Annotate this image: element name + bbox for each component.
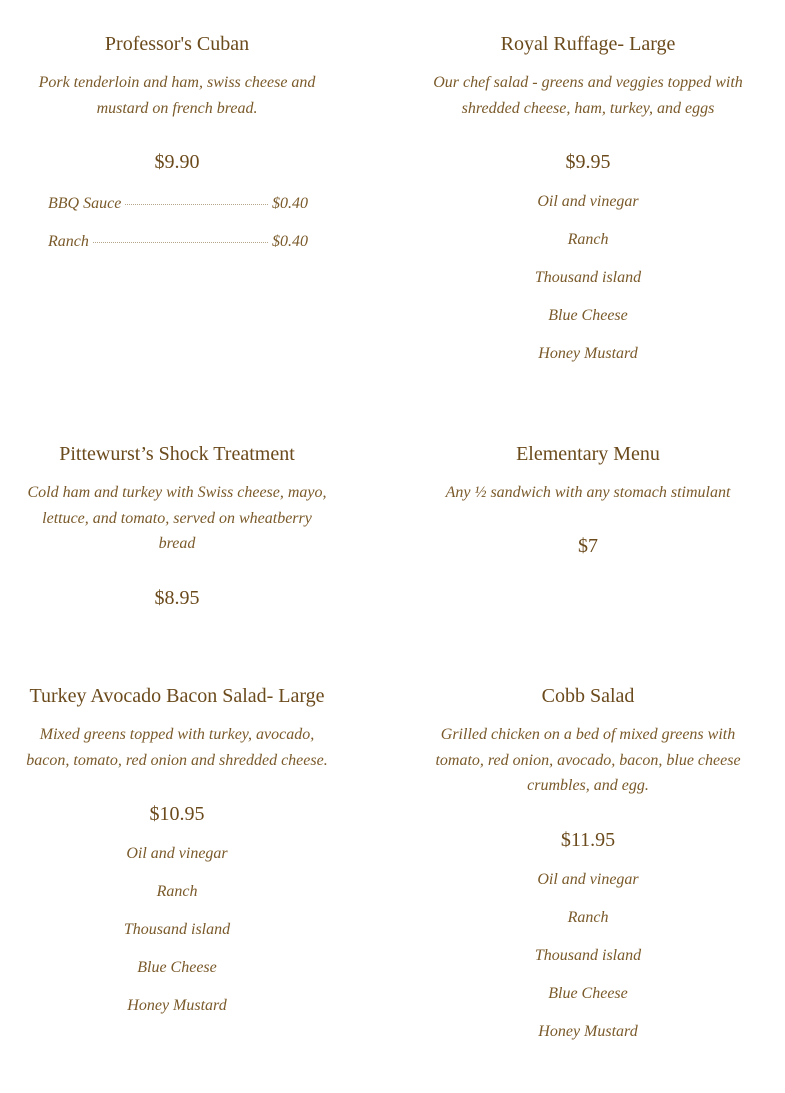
- dressing-option: Honey Mustard: [127, 997, 227, 1014]
- menu-item-royal-ruffage: [423, 32, 753, 381]
- item-name: Elementary Menu: [516, 443, 660, 465]
- item-description: Grilled chicken on a bed of mixed greens with tomato, red onion, avocado, bacon, blue cheese crumbles, and egg.: [435, 726, 741, 794]
- dressing-option: Ranch: [567, 231, 609, 248]
- dressing-option: Blue Cheese: [548, 984, 628, 1002]
- menu-item-turkey-avocado-bacon-salad: [12, 684, 342, 1033]
- item-price: $9.90: [154, 151, 200, 173]
- menu-item-elementary-menu: [423, 442, 753, 558]
- dressing-option: Thousand island: [534, 946, 642, 964]
- addon-price: $0.40: [272, 233, 308, 250]
- item-name: Professor's Cuban: [104, 33, 250, 55]
- addon-row: [48, 231, 308, 269]
- addon-list: [48, 193, 308, 269]
- item-description: Pork tenderloin and ham, swiss cheese and mustard on french bread.: [38, 74, 316, 117]
- dressing-options: [423, 191, 753, 381]
- item-name: Turkey Avocado Bacon Salad- Large: [29, 685, 325, 707]
- item-description: Cold ham and turkey with Swiss cheese, mayo, lettuce, and tomato, served on wheatberry bread: [27, 484, 327, 552]
- item-description: Any ½ sandwich with any stomach stimulant: [445, 484, 731, 501]
- item-name: Pittewurst’s Shock Treatment: [59, 443, 295, 465]
- menu-item-cobb-salad: [423, 684, 753, 1059]
- dressing-option: Honey Mustard: [538, 1022, 638, 1040]
- item-name: Cobb Salad: [541, 685, 635, 707]
- leader-dots: [93, 241, 268, 243]
- dressing-option: Honey Mustard: [538, 345, 638, 362]
- item-name: Royal Ruffage- Large: [500, 33, 676, 55]
- item-price: $11.95: [560, 828, 616, 851]
- dressing-option: Ranch: [567, 908, 609, 926]
- addon-label: Ranch: [48, 233, 89, 250]
- dressing-option: Thousand island: [123, 921, 231, 938]
- dressing-option: Blue Cheese: [548, 307, 628, 324]
- dressing-option: Thousand island: [534, 269, 642, 286]
- dressing-option: Ranch: [156, 883, 198, 900]
- dressing-option: Blue Cheese: [137, 959, 217, 976]
- item-description: Mixed greens topped with turkey, avocado, bacon, tomato, red onion and shredded cheese.: [26, 726, 328, 769]
- leader-dots: [125, 203, 268, 205]
- item-price: $9.95: [565, 151, 611, 173]
- dressing-option: Oil and vinegar: [537, 193, 639, 210]
- menu-item-professors-cuban: [12, 32, 342, 174]
- item-price: $7: [578, 534, 598, 557]
- addon-label: BBQ Sauce: [48, 195, 122, 212]
- item-price: $8.95: [154, 586, 200, 609]
- dressing-options: [12, 843, 342, 1033]
- dressing-option: Oil and vinegar: [537, 870, 639, 888]
- menu-item-pittewursts-shock-treatment: [12, 442, 342, 610]
- addon-row: [48, 193, 308, 231]
- dressing-option: Oil and vinegar: [126, 845, 228, 862]
- item-description: Our chef salad - greens and veggies topped with shredded cheese, ham, turkey, and eggs: [433, 74, 743, 117]
- addon-price: $0.40: [272, 195, 308, 212]
- dressing-options: [423, 869, 753, 1059]
- item-price: $10.95: [149, 803, 205, 825]
